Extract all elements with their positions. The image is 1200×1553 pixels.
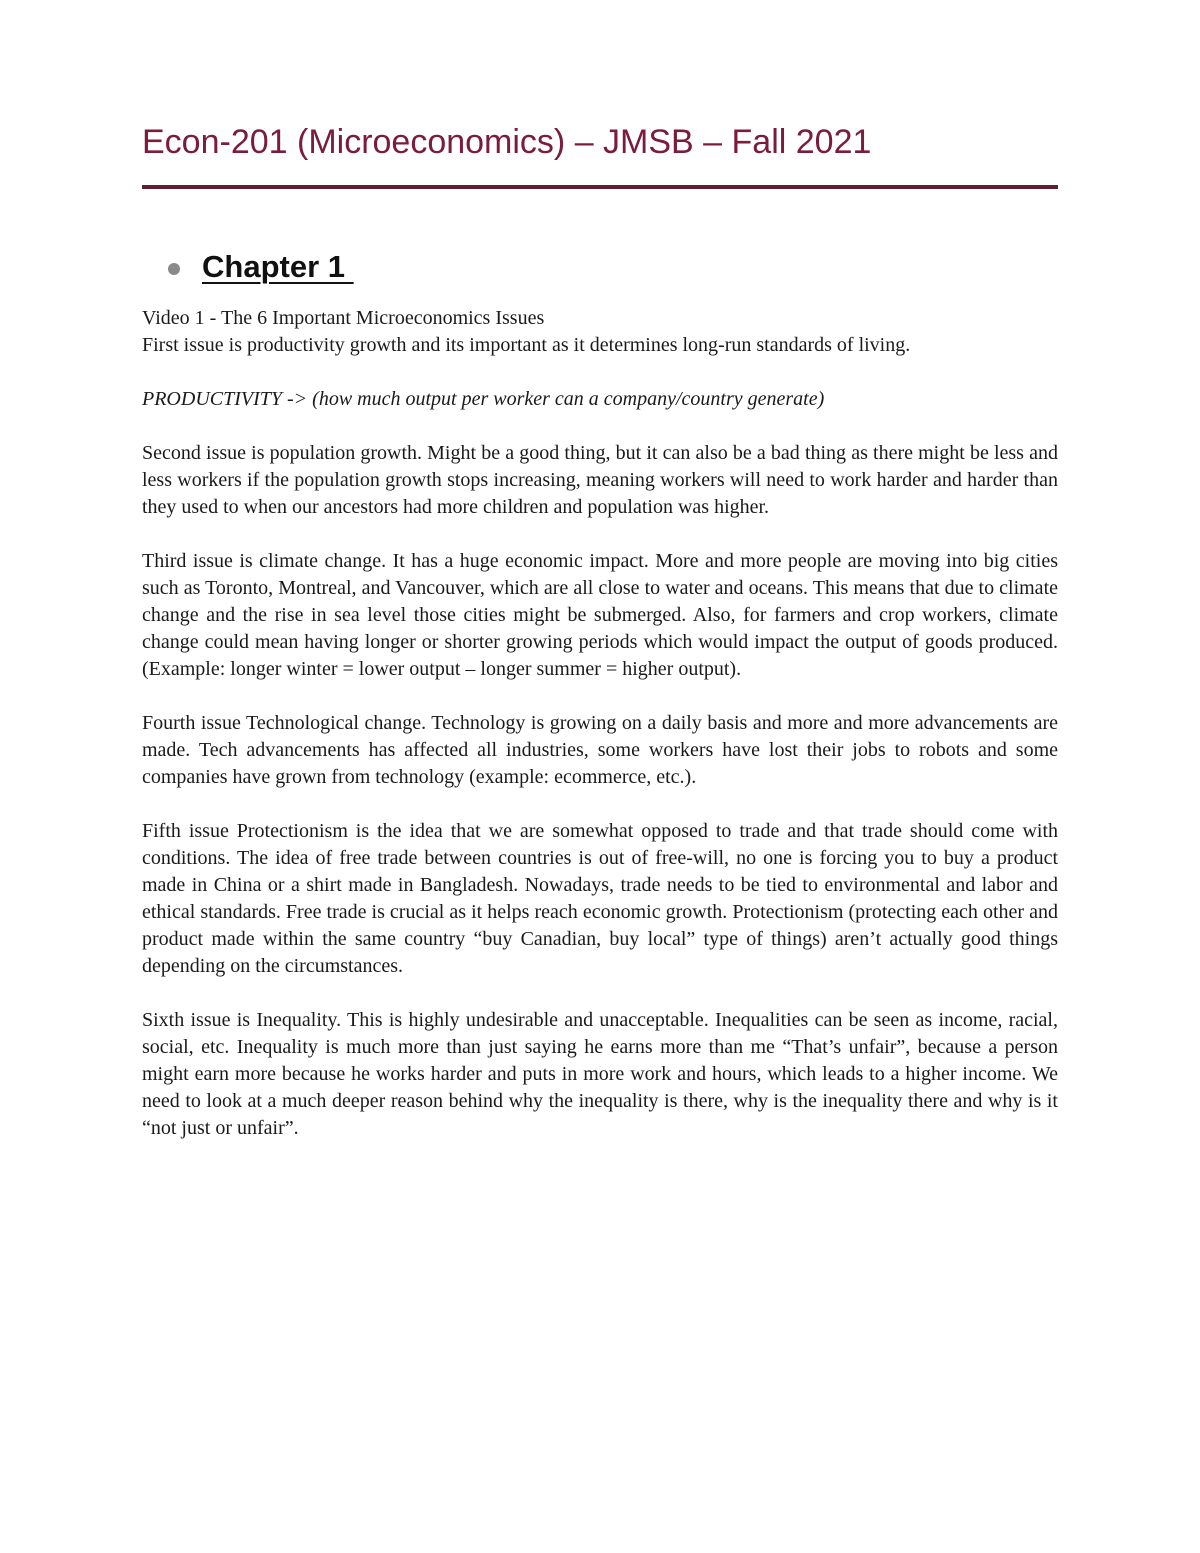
chapter-bullet-item [168,246,354,288]
title-divider [142,185,1058,189]
bullet-icon [168,263,180,275]
paragraph-second-issue: Second issue is population growth. Might be a good thing, but it can also be a bad thing as there might be less and less workers if the population growth stops increasing, meaning workers will need to work harder and harder than they used to when our ancestors had more children and population was higher. [142,442,1058,518]
paragraph-third-issue: Third issue is climate change. It has a huge economic impact. More and more people are moving into big cities such as Toronto, Montreal, and Vancouver, which are all close to water and oceans. This means that due to climate change and the rise in sea level those cities might be submerged. Also, for farmers and crop workers, climate change could mean having longer or shorter growing periods which would impact the output of goods produced. (Example: longer winter = lower output – longer summer = higher output). [142,550,1058,680]
video-line: Video 1 - The 6 Important Microeconomics Issues [142,307,545,329]
document-title: Econ-201 (Microeconomics) – JMSB – Fall 2021 [142,123,872,161]
paragraph-fourth-issue: Fourth issue Technological change. Technology is growing on a daily basis and more and more advancements are made. Tech advancements has affected all industries, some workers have lost their jobs to robots and some companies have grown from technology (example: ecommerce, etc.). [142,712,1058,788]
paragraph-fifth-issue: Fifth issue Protectionism is the idea that we are somewhat opposed to trade and that trade should come with conditions. The idea of free trade between countries is out of free-will, no one is forcing you to buy a product made in China or a shirt made in Bangladesh. Nowadays, trade needs to be tied to environmental and labor and ethical standards. Free trade is crucial as it helps reach economic growth. Protectionism (protecting each other and product made within the same country “buy Canadian, buy local” type of things) aren’t actually good things depending on the circumstances. [142,820,1058,977]
paragraph-first-issue: First issue is productivity growth and its important as it determines long-run standards of living. [142,334,911,356]
document-body [142,305,1058,1142]
paragraph-productivity-definition: PRODUCTIVITY -> (how much output per worker can a company/country generate) [142,388,825,410]
paragraph-sixth-issue: Sixth issue is Inequality. This is highly undesirable and unacceptable. Inequalities can be seen as income, racial, social, etc. Inequality is much more than just saying he earns more than me “That’s unfair”, because a person might earn more because he works harder and puts in more work and hours, which leads to a higher income. We need to look at a much deeper reason behind why the inequality is there, why is the inequality there and why is it “not just or unfair”. [142,1009,1058,1139]
chapter-heading: Chapter 1 [202,249,354,284]
